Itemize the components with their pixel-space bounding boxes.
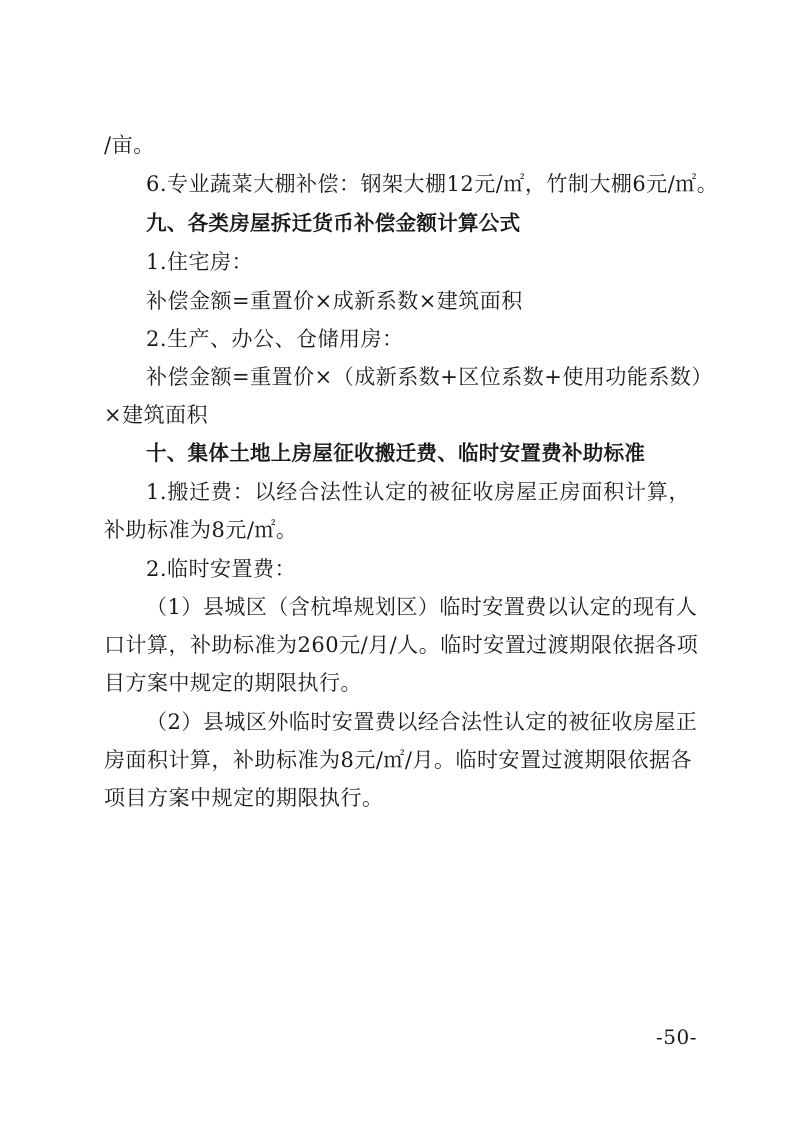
text-line-residential: 1.住宅房： <box>146 250 254 274</box>
text-line-mu-unit: /亩。 <box>104 133 155 157</box>
formula-residential: 补偿金额=重置价×成新系数×建筑面积 <box>146 289 523 313</box>
page-number: -50- <box>656 1025 697 1049</box>
text-line-temporary-fee: 2.临时安置费： <box>146 557 297 581</box>
text-line-outside-county-cont1: 房面积计算，补助标准为8元/㎡/月。临时安置过渡期限依据各 <box>104 748 693 772</box>
text-line-outside-county: （2）县城区外临时安置费以经合法性认定的被征收房屋正 <box>146 710 698 734</box>
section-heading-ten: 十、集体土地上房屋征收搬迁费、临时安置费补助标准 <box>146 441 646 465</box>
text-line-county-urban: （1）县城区（含杭埠规划区）临时安置费以认定的现有人 <box>146 595 698 619</box>
text-line-relocation-fee: 1.搬迁费：以经合法性认定的被征收房屋正房面积计算， <box>146 480 690 504</box>
text-line-production-office: 2.生产、办公、仓储用房： <box>146 327 404 351</box>
text-line-county-urban-cont1: 口计算，补助标准为260元/月/人。临时安置过渡期限依据各项 <box>104 633 699 657</box>
text-line-vegetable-greenhouse: 6.专业蔬菜大棚补偿：钢架大棚12元/㎡，竹制大棚6元/㎡。 <box>146 172 719 196</box>
section-heading-nine: 九、各类房屋拆迁货币补偿金额计算公式 <box>146 211 521 235</box>
formula-production-office: 补偿金额=重置价×（成新系数+区位系数+使用功能系数） <box>146 365 713 389</box>
formula-production-office-cont: ×建筑面积 <box>104 403 209 427</box>
text-line-outside-county-cont2: 项目方案中规定的期限执行。 <box>104 786 384 810</box>
text-line-county-urban-cont2: 目方案中规定的期限执行。 <box>104 671 362 695</box>
text-line-relocation-fee-cont: 补助标准为8元/㎡。 <box>104 518 298 542</box>
